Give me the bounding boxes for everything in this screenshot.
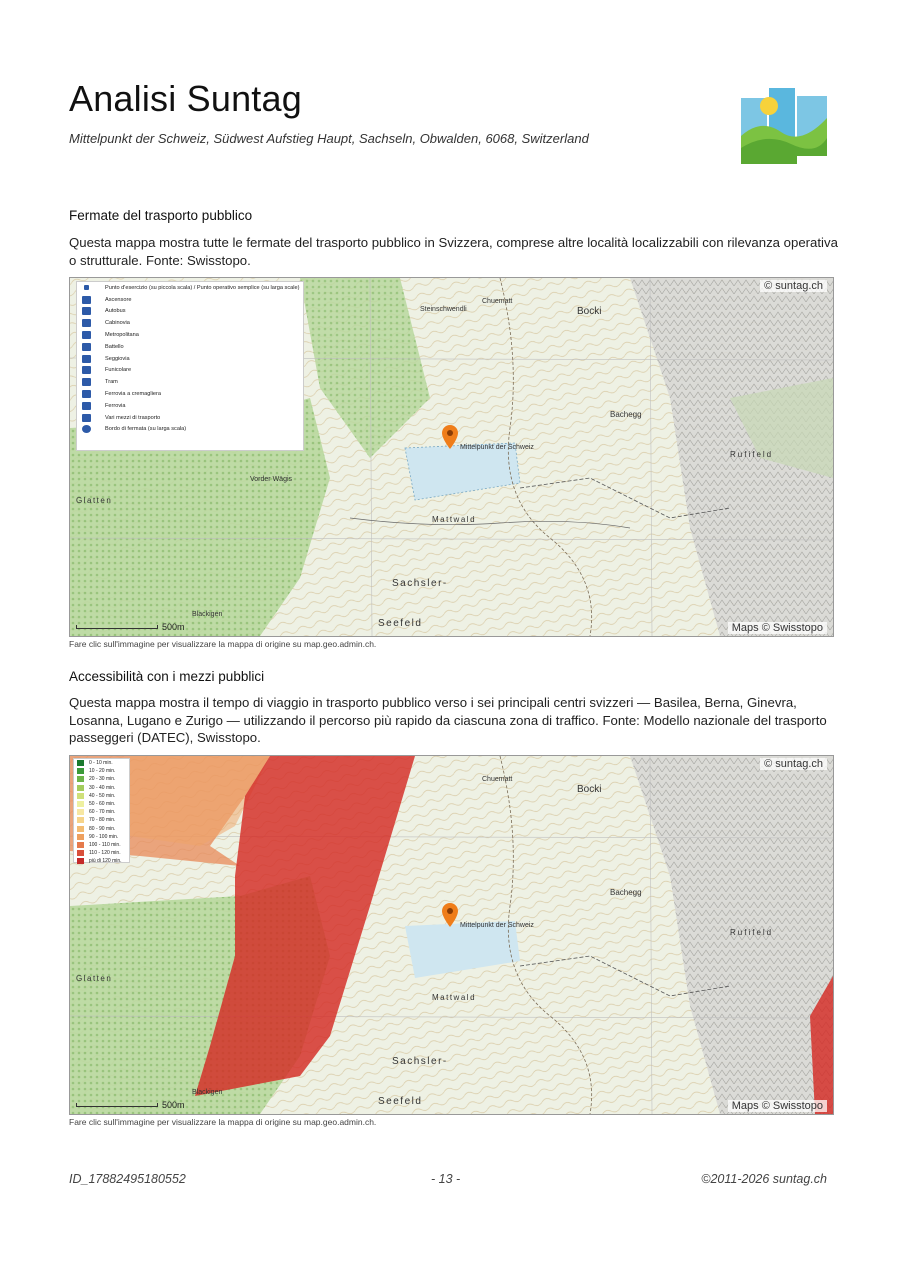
map-transport-stops[interactable]: [69, 277, 834, 637]
map-scale-bar: [76, 1100, 188, 1110]
legend-label: Ferrovia a cremagliera: [105, 391, 161, 398]
tram-icon: [82, 378, 91, 386]
map-label-blackigen: Blackigen: [192, 611, 223, 618]
map-label-bocki: Bocki: [577, 306, 602, 317]
legend-label: 10 - 20 min.: [89, 768, 116, 775]
legend-label: Ascensore: [105, 296, 132, 303]
legend-label: Funicolare: [105, 367, 132, 374]
map-caption-accessibility[interactable]: Fare clic sull'immagine per visualizzare la mappa di origine su map.geo.admin.ch.: [69, 1117, 377, 1127]
footer-page-number: - 13 -: [431, 1172, 461, 1186]
multi-transport-icon: [82, 414, 91, 422]
legend-label: 90 - 100 min.: [89, 833, 119, 840]
legend-label: 20 - 30 min.: [89, 776, 116, 783]
legend-label: 50 - 60 min.: [89, 801, 116, 808]
section-text-transport-stops: Questa mappa mostra tutte le fermate del trasporto pubblico in Svizzera, comprese altre località localizzabili con rilevanza operativa o strutturale. Fonte: Swisstopo.: [69, 235, 838, 268]
map-label-sachsler: Sachsler-: [392, 578, 448, 589]
map-label-rufifeld: Rufifeld: [730, 450, 774, 459]
cable-car-icon: [82, 319, 91, 327]
small-square-icon: [84, 285, 89, 290]
map-label-chuematt: Chuematt: [482, 776, 513, 783]
legend-item: [74, 816, 129, 824]
map-label-mattwald: Mattwald: [432, 515, 477, 524]
transport-legend: [76, 281, 304, 451]
suntag-logo: [741, 88, 827, 166]
map-label-bachegg: Bachegg: [610, 410, 642, 419]
suntag-copyright-badge: © suntag.ch: [760, 280, 827, 292]
legend-item: [74, 784, 129, 792]
legend-item: [77, 365, 303, 377]
legend-label: Cabinovia: [105, 320, 130, 327]
map-label-rufifeld: Rufifeld: [730, 928, 774, 937]
legend-label: 70 - 80 min.: [89, 817, 116, 824]
legend-item: [74, 849, 129, 857]
legend-swatch: [77, 809, 84, 815]
swisstopo-copyright-badge: Maps © Swisstopo: [728, 622, 827, 634]
legend-item: [74, 825, 129, 833]
legend-label: Ferrovia: [105, 402, 126, 409]
page-subtitle: Mittelpunkt der Schweiz, Südwest Aufstieg Haupt, Sachseln, Obwalden, 6068, Switzerland: [69, 131, 589, 146]
legend-item: [74, 841, 129, 849]
legend-label: 30 - 40 min.: [89, 784, 116, 791]
map-label-blackigen: Blackigen: [192, 1089, 223, 1096]
map-label-sachsler: Sachsler-: [392, 1056, 448, 1067]
map-label-mittelpunkt: Mittelpunkt der Schweiz: [460, 922, 534, 929]
map-label-steinschwendli: Steinschwendli: [420, 306, 467, 313]
map-label-mittelpunkt: Mittelpunkt der Schweiz: [460, 444, 534, 451]
legend-item: [74, 759, 129, 767]
page-title: Analisi Suntag: [69, 78, 302, 119]
legend-label: 40 - 50 min.: [89, 792, 116, 799]
legend-swatch: [77, 826, 84, 832]
elevator-icon: [82, 296, 91, 304]
map-label-glatten: Glatten: [76, 974, 113, 983]
map-label-mattwald: Mattwald: [432, 993, 477, 1002]
legend-item: [74, 800, 129, 808]
legend-label: 0 - 10 min.: [89, 760, 113, 767]
rack-railway-icon: [82, 390, 91, 398]
map-accessibility[interactable]: [69, 755, 834, 1115]
suntag-copyright-badge: © suntag.ch: [760, 758, 827, 770]
legend-label: Autobus: [105, 308, 126, 315]
legend-label: 110 - 120 min.: [89, 850, 121, 857]
legend-label: Vari mezzi di trasporto: [105, 414, 161, 421]
legend-swatch: [77, 801, 84, 807]
legend-label: Punto d'esercizio (su piccola scala) / Punto operativo semplice (su larga scale): [105, 284, 300, 291]
legend-item: [74, 808, 129, 816]
legend-swatch: [77, 858, 84, 864]
legend-item: [77, 353, 303, 365]
map-scale-bar: [76, 622, 188, 632]
chairlift-icon: [82, 355, 91, 363]
section-text-accessibility: Questa mappa mostra il tempo di viaggio in trasporto pubblico verso i sei principali centri svizzeri — Basilea, Berna, Ginevra, Losanna, Lugano e Zurigo — utilizzando il percorso più rapido da ciascuna zona di traffico. Fonte: Modello nazionale del trasporto passeggeri (DATEC), Swisstopo.: [69, 695, 827, 745]
legend-item: [77, 306, 303, 318]
legend-label: 60 - 70 min.: [89, 809, 116, 816]
map-caption-transport-stops[interactable]: Fare clic sull'immagine per visualizzare la mappa di origine su map.geo.admin.ch.: [69, 639, 377, 649]
legend-label: 80 - 90 min.: [89, 825, 116, 832]
map-label-seefeld: Seefeld: [378, 618, 423, 629]
legend-swatch: [77, 850, 84, 856]
section-heading-accessibility: Accessibilità con i mezzi pubblici: [69, 669, 265, 684]
legend-item: [77, 376, 303, 388]
legend-swatch: [77, 768, 84, 774]
bus-icon: [82, 307, 91, 315]
legend-label: Seggiovia: [105, 355, 130, 362]
legend-label: Metropolitana: [105, 332, 139, 339]
legend-label: Bordo di fermata (su larga scala): [105, 426, 187, 433]
legend-item: [77, 329, 303, 341]
legend-swatch: [77, 760, 84, 766]
legend-label: Battello: [105, 343, 124, 350]
legend-item: [74, 792, 129, 800]
legend-swatch: [77, 842, 84, 848]
footer-copyright: ©2011-2026 suntag.ch: [701, 1172, 827, 1186]
metro-icon: [82, 331, 91, 339]
legend-item: [74, 833, 129, 841]
map-label-bachegg: Bachegg: [610, 888, 642, 897]
legend-item: [77, 424, 303, 436]
boat-icon: [82, 343, 91, 351]
legend-item: [74, 857, 129, 865]
funicular-icon: [82, 366, 91, 374]
legend-item: [77, 294, 303, 306]
location-pin-icon: [442, 903, 458, 927]
train-icon: [82, 402, 91, 410]
legend-item: [77, 400, 303, 412]
legend-item: [77, 412, 303, 424]
map-label-bocki: Bocki: [577, 784, 602, 795]
legend-item: [74, 775, 129, 783]
footer-document-id: ID_17882495180552: [69, 1172, 186, 1186]
legend-item: [77, 317, 303, 329]
swisstopo-copyright-badge: Maps © Swisstopo: [728, 1100, 827, 1112]
scale-label: 500m: [162, 1100, 185, 1110]
legend-item: [77, 341, 303, 353]
map-label-chuematt: Chuematt: [482, 298, 513, 305]
legend-swatch: [77, 776, 84, 782]
legend-item: [74, 767, 129, 775]
legend-label: 100 - 110 min.: [89, 841, 121, 848]
legend-swatch: [77, 817, 84, 823]
scale-label: 500m: [162, 622, 185, 632]
stop-edge-icon: [82, 425, 91, 433]
legend-swatch: [77, 785, 84, 791]
travel-time-legend: [73, 758, 130, 863]
legend-swatch: [77, 793, 84, 799]
legend-label: più di 120 min.: [89, 858, 122, 865]
section-heading-transport-stops: Fermate del trasporto pubblico: [69, 208, 253, 223]
location-pin-icon: [442, 425, 458, 449]
legend-label: Tram: [105, 379, 118, 386]
map-label-glatten: Glatten: [76, 496, 113, 505]
legend-item: [77, 388, 303, 400]
map-label-vorder-wagis: Vorder Wägis: [250, 476, 293, 483]
legend-item: [77, 282, 303, 294]
map-label-seefeld: Seefeld: [378, 1096, 423, 1107]
travel-time-map-background: [70, 756, 833, 1114]
legend-swatch: [77, 834, 84, 840]
